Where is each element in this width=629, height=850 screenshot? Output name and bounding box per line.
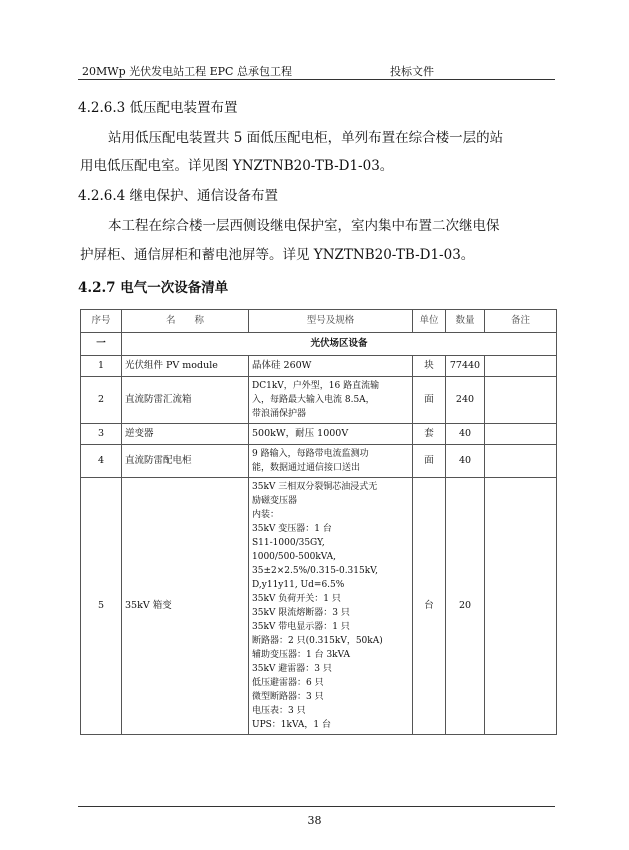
spec-line: DC1kV，户外型，16 路直流输	[252, 381, 380, 391]
page-number: 38	[307, 814, 322, 827]
header-divider	[78, 79, 555, 80]
row-unit: 套	[413, 424, 446, 445]
table-row	[81, 478, 557, 735]
spec-line: D,y11y11, Ud=6.5%	[252, 580, 345, 590]
row-note	[485, 424, 557, 445]
col-header-note: 备注	[485, 310, 557, 333]
spec-line: 1000/500-500kVA,	[252, 552, 337, 562]
spec-line: 35kV 三相双分裂铜芯油浸式无	[252, 482, 378, 492]
col-header-spec: 型号及规格	[249, 310, 413, 333]
spec-line: 内装：	[252, 510, 280, 520]
row-note	[485, 356, 557, 377]
group-num: 一	[81, 333, 122, 356]
section-4264-line2: 护屏柜、通信屏柜和蓄电池屏等。详见 YNZTNB20-TB-D1-03。	[80, 247, 475, 263]
row-qty: 20	[446, 478, 485, 735]
row-note	[485, 377, 557, 424]
section-4263-line1: 站用低压配电装置共 5 面低压配电柜，单列布置在综合楼一层的站	[108, 130, 504, 146]
row-note	[485, 478, 557, 735]
col-header-unit: 单位	[413, 310, 446, 333]
section-4264-line1: 本工程在综合楼一层西侧设继电保护室，室内集中布置二次继电保	[108, 218, 500, 234]
row-num: 1	[81, 356, 122, 377]
spec-line: 35kV 负荷开关：1 只	[252, 594, 341, 604]
spec-line: 35kV 限流熔断器：3 只	[252, 608, 350, 618]
spec-line: 低压避雷器：6 只	[252, 678, 324, 688]
spec-line: 35kV 避雷器：3 只	[252, 664, 332, 674]
table-group-row	[81, 333, 557, 356]
row-unit: 块	[413, 356, 446, 377]
group-title: 光伏场区设备	[122, 333, 557, 356]
row-qty: 240	[446, 377, 485, 424]
row-unit: 面	[413, 377, 446, 424]
row-name: 逆变器	[122, 424, 249, 445]
spec-line: 励磁变压器	[252, 496, 298, 506]
table-header-row	[81, 310, 557, 333]
footer-divider	[78, 806, 555, 807]
spec-line: 断路器：2 只(0.315kV，50kA)	[252, 636, 383, 646]
table-row	[81, 424, 557, 445]
section-4264-title: 4.2.6.4 继电保护、通信设备布置	[78, 188, 279, 204]
spec-line: 电压表：3 只	[252, 706, 306, 716]
row-qty: 77440	[446, 356, 485, 377]
row-note	[485, 445, 557, 478]
col-header-qty: 数量	[446, 310, 485, 333]
spec-line: 能，数据通过通信接口送出	[252, 463, 361, 473]
col-header-num: 序号	[81, 310, 122, 333]
table-row	[81, 356, 557, 377]
spec-line: 辅助变压器：1 台 3kVA	[252, 650, 351, 660]
spec-line: 带浪涌保护器	[252, 409, 307, 419]
row-unit: 面	[413, 445, 446, 478]
spec-line: 35kV 变压器：1 台	[252, 524, 332, 534]
row-name: 直流防雷配电柜	[122, 445, 249, 478]
section-4263-title: 4.2.6.3 低压配电装置布置	[78, 100, 238, 116]
spec-line: S11-1000/35GY,	[252, 538, 325, 548]
header-project-title: 20MWp 光伏发电站工程 EPC 总承包工程	[82, 65, 292, 78]
row-name: 35kV 箱变	[122, 478, 249, 735]
table-row	[81, 377, 557, 424]
equipment-table	[80, 309, 557, 735]
spec-line: 微型断路器：3 只	[252, 692, 324, 702]
spec-line: 9 路输入，每路带电流监测功	[252, 449, 369, 459]
row-qty: 40	[446, 445, 485, 478]
row-name: 直流防雷汇流箱	[122, 377, 249, 424]
spec-line: 入，每路最大输入电流 8.5A，	[252, 395, 375, 405]
row-spec	[249, 377, 413, 424]
spec-line: 35±2×2.5%/0.315-0.315kV,	[252, 566, 378, 576]
row-num: 2	[81, 377, 122, 424]
row-name: 光伏组件 PV module	[122, 356, 249, 377]
section-4263-line2: 用电低压配电室。详见图 YNZTNB20-TB-D1-03。	[80, 158, 394, 174]
section-427-title: 4.2.7 电气一次设备清单	[78, 280, 229, 296]
row-num: 4	[81, 445, 122, 478]
row-spec: 500kW，耐压 1000V	[249, 424, 413, 445]
row-spec	[249, 478, 413, 735]
row-qty: 40	[446, 424, 485, 445]
spec-line: 35kV 带电显示器：1 只	[252, 622, 350, 632]
row-spec: 晶体硅 260W	[249, 356, 413, 377]
header-doc-type: 投标文件	[390, 65, 434, 78]
col-header-name: 名 称	[122, 310, 249, 333]
spec-line: UPS：1kVA，1 台	[252, 720, 331, 730]
row-num: 3	[81, 424, 122, 445]
row-num: 5	[81, 478, 122, 735]
row-spec	[249, 445, 413, 478]
row-unit: 台	[413, 478, 446, 735]
table-row	[81, 445, 557, 478]
